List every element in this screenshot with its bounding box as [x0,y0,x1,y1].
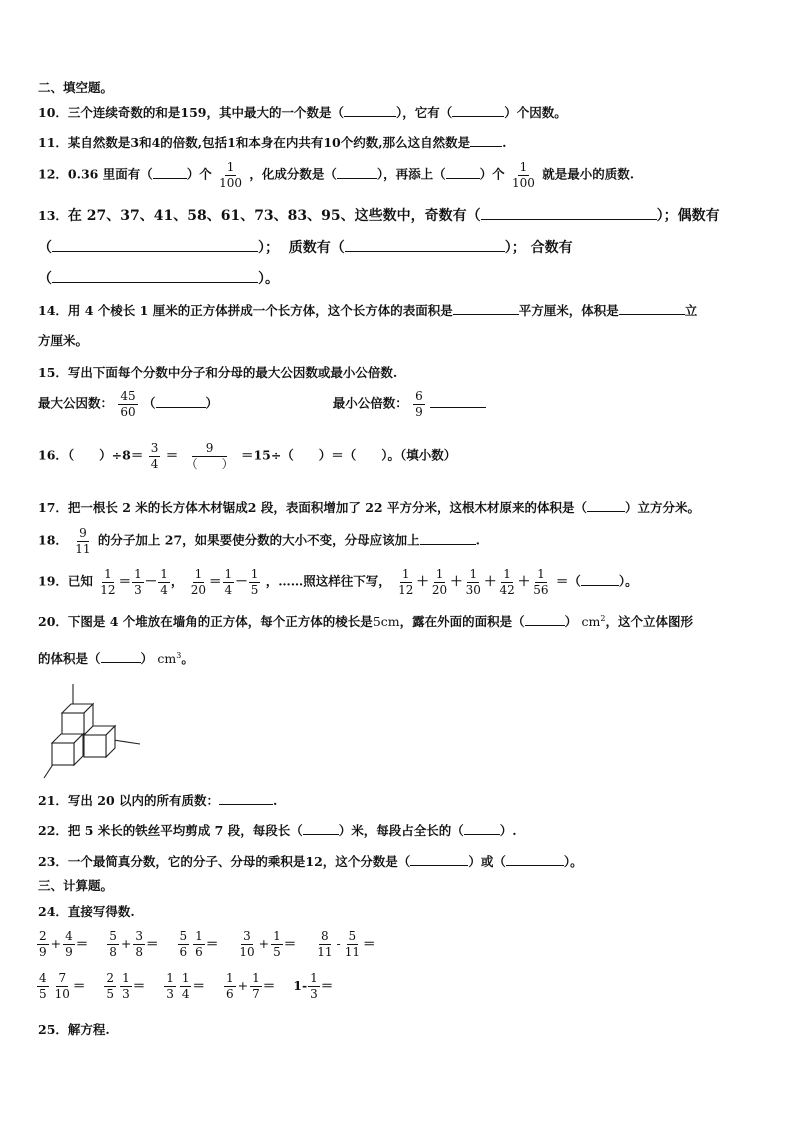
fraction: $\frac{1}{5}$ [250,567,259,597]
question-20-line2: 的体积是（ ） $cm^3$。 [38,651,194,667]
gcd-answer-blank[interactable] [156,397,206,408]
answer-blank[interactable] [420,534,476,545]
calc-item: $\frac{1}{3}$ $\frac{1}{4}$ ＝ [166,971,205,1001]
answer-blank[interactable] [453,304,519,315]
question-11: 11．某自然数是3和4的倍数,包括1和本身在内共有10个约数,那么这自然数是 . [38,135,507,150]
section-3-heading: 三、计算题。 [38,878,114,893]
fraction: $\frac{45}{60}$ [120,389,136,419]
calc-row-2 [36,972,764,1000]
calc-item: $\frac{2}{9}$ + $\frac{4}{9}$ ＝ [39,929,89,959]
calc-item: $\frac{8}{11}$ - $\frac{5}{11}$ ＝ [317,929,376,959]
fraction: $\frac{6}{9}$ [415,389,423,419]
answer-blank[interactable] [303,824,339,835]
odd-numbers-blank[interactable] [481,209,657,220]
calc-item: $\frac{1}{6}$ + $\frac{1}{7}$ ＝ [225,971,276,1001]
question-10: 10．三个连续奇数的和是159，其中最大的一个数是（ ），它有（ ）个因数。 [38,105,567,120]
question-13-line3: （ ）。 [38,271,279,287]
fraction: $\frac{1}{30}$ [465,567,481,597]
answer-blank[interactable] [219,794,273,805]
answer-blank[interactable] [410,855,468,866]
answer-blank[interactable] [337,168,377,179]
answer-blank[interactable] [506,855,564,866]
fraction: $\frac{1}{12}$ [398,567,414,597]
answer-blank[interactable] [446,168,480,179]
calc-item: $\frac{5}{6}$ $\frac{1}{6}$ ＝ [179,929,219,959]
question-14-line2: 方厘米。 [38,333,89,348]
calc-row-1 [36,930,764,958]
fraction: $\frac{9}{11}$ [75,526,91,556]
prime-numbers-blank[interactable] [345,241,505,252]
cube-stack-figure [40,682,145,780]
answer-blank[interactable] [581,575,619,586]
question-19: 19．已知 $\frac{1}{12}$ ＝ $\frac{1}{3}$ － $\frac{1}{4}$ ， $\frac{1}{20}$ ＝ $\frac{1}{4}$ － $\frac{1}{5}$ ，……照这样往下写， $\frac{1}{12}$ ＋ $\frac{1}{20}$ ＋ $\frac{1}{30}$ ＋ $\frac{1}{42}$ ＋ $\frac{1}{56}$ ＝（ ）。 [38,567,638,597]
question-22: 22．把 5 米长的铁丝平均剪成 7 段，每段长（ ）米，每段占全长的（ ）. [38,823,517,838]
section-2-heading: 二、填空题。 [38,80,114,95]
composite-numbers-blank[interactable] [52,272,258,283]
question-21: 21．写出 20 以内的所有质数： . [38,793,278,808]
calc-item: $\frac{4}{5}$ $\frac{7}{10}$ ＝ [39,971,86,1001]
question-12: 12．0.36 里面有（ ）个 $\frac{1}{100}$ ，化成分数是（ ），再添上（ ）个 $\frac{1}{100}$ 就是最小的质数. [38,160,635,190]
question-20: 20．下图是 4 个堆放在墙角的正方体，每个正方体的棱长是5cm，露在外面的面积是（ ） $cm^2$，这个立体图形 [38,614,693,630]
answer-blank[interactable] [619,304,685,315]
fraction: $\frac{1}{56}$ [533,567,549,597]
fraction: $\frac{1}{4}$ [224,567,233,597]
question-14: 14．用 4 个棱长 1 厘米的正方体拼成一个长方体，这个长方体的表面积是 平方厘米，体积是 立 [38,303,698,318]
fraction: $\frac{1}{20}$ [190,567,207,597]
answer-blank[interactable] [101,652,141,663]
fraction: $\frac{1}{3}$ [134,567,142,597]
fraction: $\frac{1}{20}$ [431,567,448,597]
question-24: 24．直接写得数. [38,904,135,919]
calc-item: $\frac{2}{5}$ $\frac{1}{3}$ ＝ [106,971,146,1001]
answer-blank[interactable] [344,106,396,117]
lcm-answer-blank[interactable] [430,397,486,408]
fraction: $\frac{1}{42}$ [499,567,515,597]
question-13: 13．在 27、37、41、58、61、73、83、95、这些数中，奇数有（ ）；偶数有 [38,208,720,224]
fraction: 9 （ ） [185,441,234,471]
question-23: 23．一个最简真分数，它的分子、分母的乘积是12，这个分数是（ ）或（ ）。 [38,854,583,869]
fraction: $\frac{1}{4}$ [160,567,168,597]
answer-blank[interactable] [525,615,565,626]
fraction: $\frac{3}{4}$ [150,441,159,471]
question-number: 10． [38,105,68,120]
question-16: 16．（ ）÷8＝ $\frac{3}{4}$ ＝ 9 （ ） ＝15÷（ ）＝（ ）。（填小数） [38,441,457,471]
question-13-line2: （ ）； 质数有（ ）； 合数有 [38,240,573,256]
fraction: $\frac{1}{12}$ [100,567,116,597]
answer-blank[interactable] [153,168,187,179]
answer-blank[interactable] [587,501,625,512]
question-18: 18． $\frac{9}{11}$ 的分子加上 27，如果要使分数的大小不变，分母应该加上 . [38,526,481,556]
fraction: $\frac{1}{100}$ [512,160,535,190]
question-15: 15．写出下面每个分数中分子和分母的最大公因数或最小公倍数. [38,365,398,380]
answer-blank[interactable] [464,824,500,835]
question-15-items: 最大公因数： $\frac{45}{60}$ （ ） 最小公倍数： $\frac{6}{9}$ [38,390,764,418]
answer-blank[interactable] [470,136,502,147]
even-numbers-blank[interactable] [52,241,258,252]
question-25: 25．解方程. [38,1022,110,1037]
fraction: $\frac{1}{100}$ [219,160,242,190]
calc-item: 1- $\frac{1}{3}$ ＝ [293,971,334,1001]
answer-blank[interactable] [452,106,504,117]
calc-item: $\frac{5}{8}$ + $\frac{3}{8}$ ＝ [109,929,159,959]
calc-item: $\frac{3}{10}$ + $\frac{1}{5}$ ＝ [239,929,297,959]
question-17: 17．把一根长 2 米的长方体木材锯成2 段，表面积增加了 22 平方分米，这根木材原来的体积是（ ）立方分米。 [38,500,700,515]
